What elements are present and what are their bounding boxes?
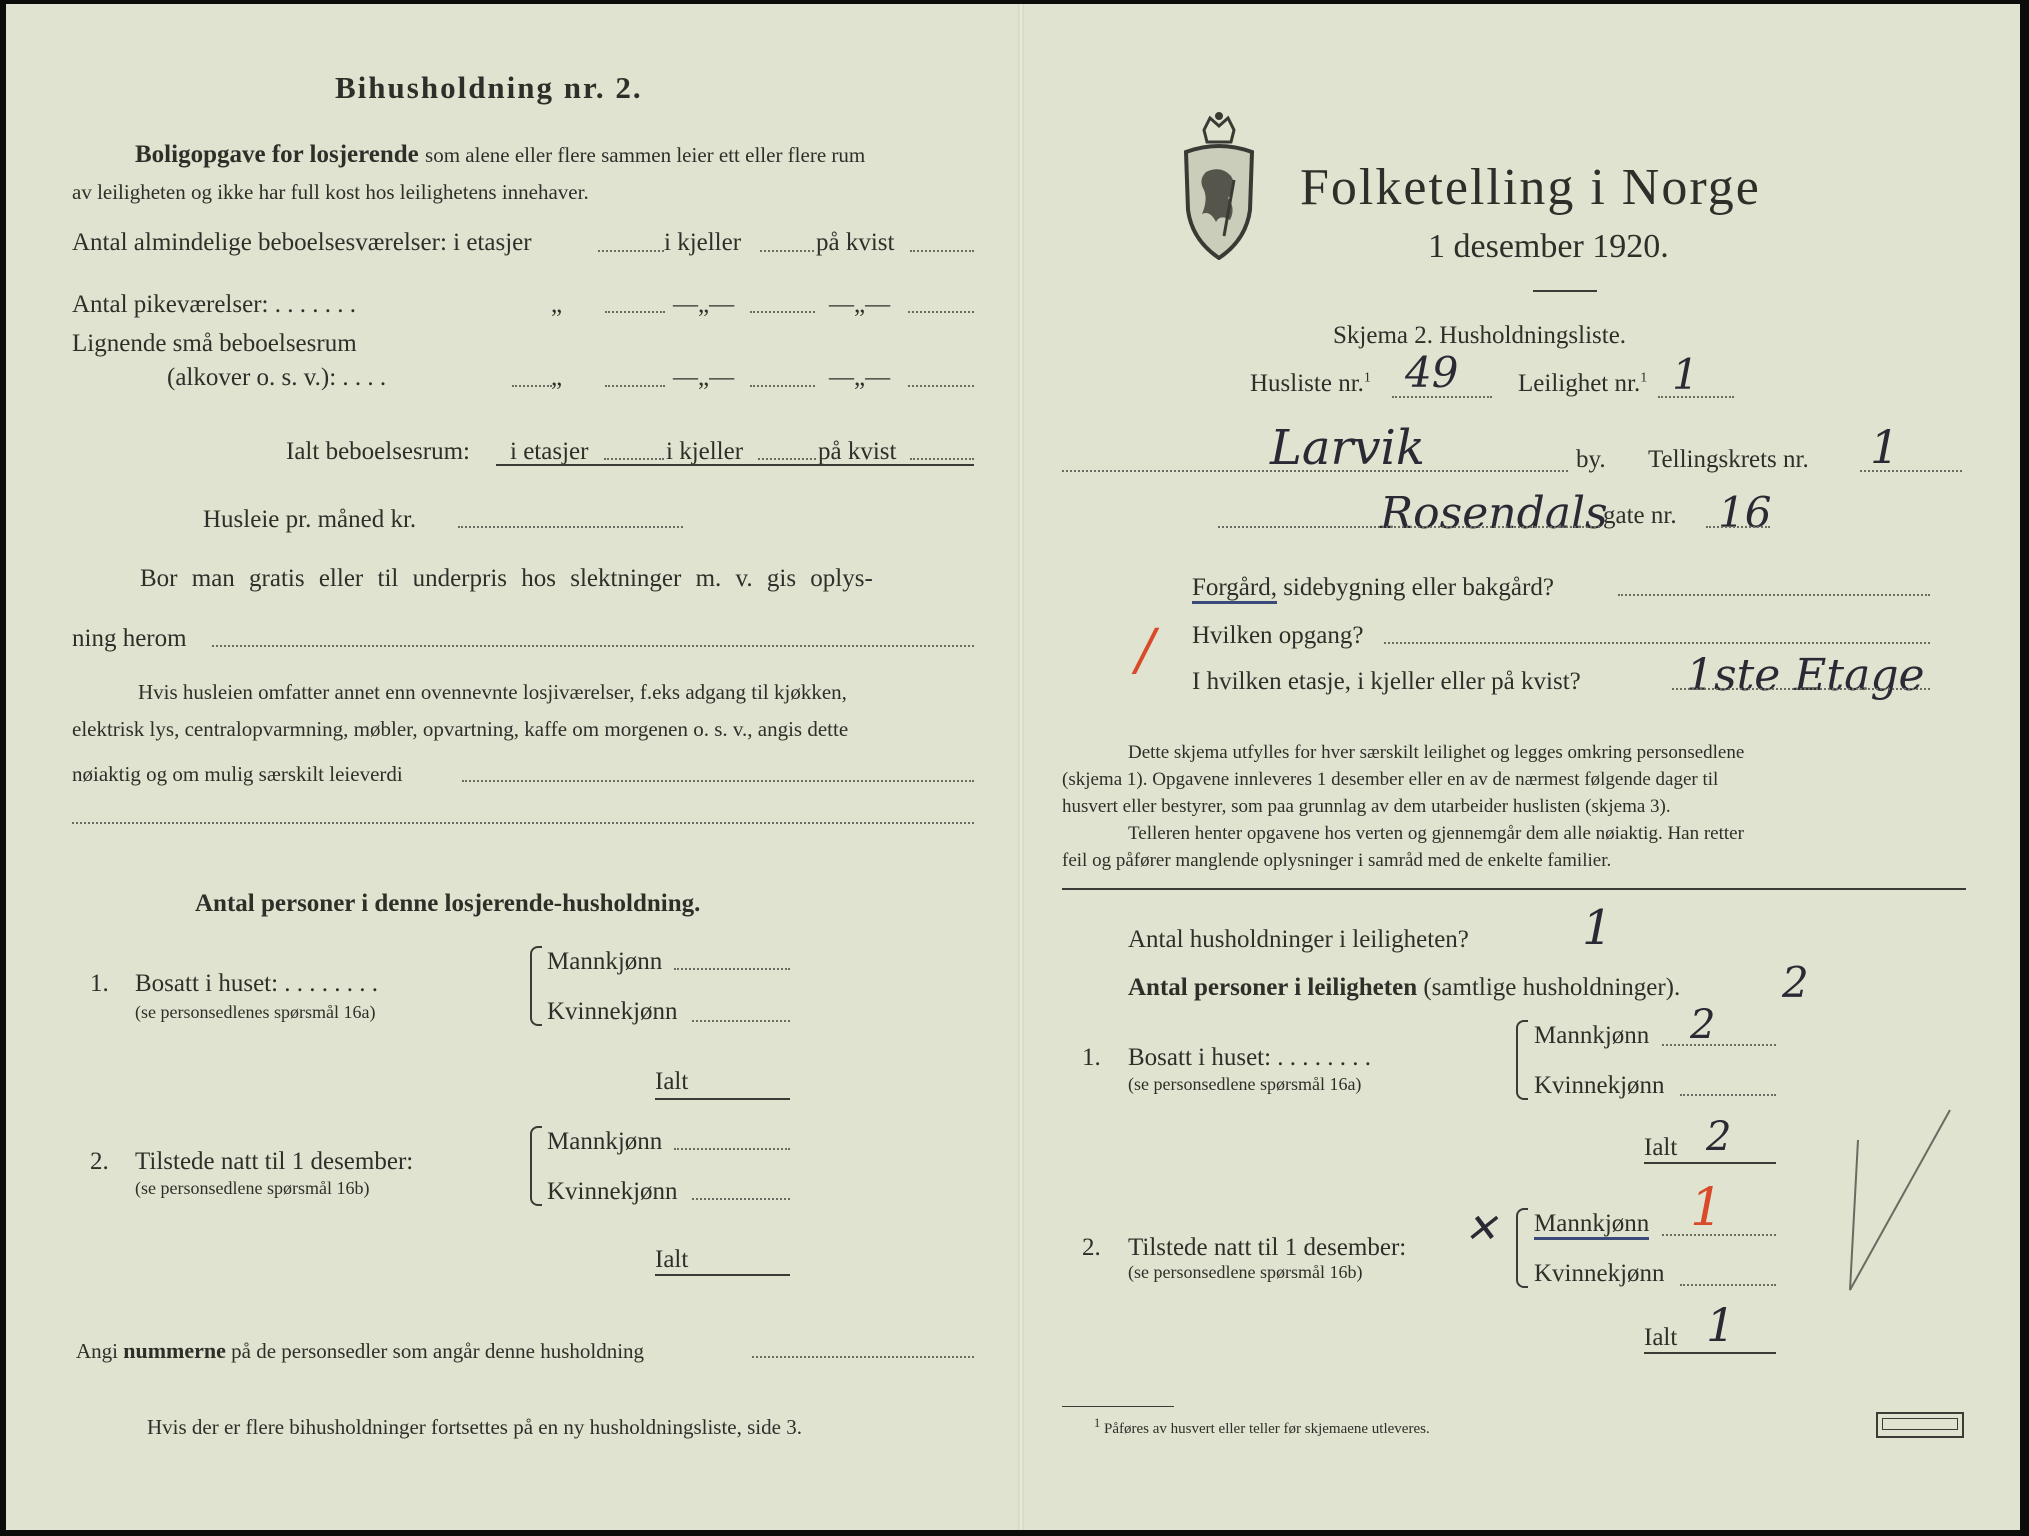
q1-brace <box>530 946 542 1026</box>
r-q1-female-line <box>1680 1094 1776 1096</box>
r-q2-mark: ✕ <box>1464 1206 1498 1252</box>
r-q1-male-value: 2 <box>1690 1002 1716 1048</box>
persons-value: 2 <box>1782 958 1809 1007</box>
info-1: Dette skjema utfylles for hver særskilt leilighet og legges omkring personsedlene <box>1128 742 1745 763</box>
husliste-value: 49 <box>1405 348 1459 397</box>
numbers-line-dots <box>752 1356 974 1358</box>
small-ditto-1: „ <box>551 364 563 391</box>
persons-rest: (samtlige husholdninger). <box>1423 974 1681 1001</box>
r-q1-female-label: Kvinnekjønn <box>1534 1072 1665 1099</box>
husliste-text: Husliste nr. <box>1250 370 1364 397</box>
date-divider <box>1533 290 1597 292</box>
numbers-pre: Angi <box>76 1339 118 1363</box>
info-5: feil og påfører manglende oplysninger i samråd med de enkelte familier. <box>1062 850 1612 871</box>
rooms-kvist-line <box>910 250 974 252</box>
q2-brace <box>530 1126 542 1206</box>
numbers-bold: nummerne <box>123 1338 226 1363</box>
q1-sub: (se personsedlenes spørsmål 16a) <box>135 1002 376 1022</box>
r-q1-num: 1. <box>1082 1044 1101 1071</box>
pike-ditto-2: —„— <box>673 291 735 318</box>
r-q2-male-text: Mannkjønn <box>1534 1210 1649 1240</box>
q2-male-line <box>674 1148 790 1150</box>
q2-total-label: Ialt <box>655 1246 689 1273</box>
numbers-line <box>76 1338 644 1364</box>
krets-label: Tellingskrets nr. <box>1648 446 1809 473</box>
info-divider <box>1062 888 1966 890</box>
q2-female-label: Kvinnekjønn <box>547 1178 678 1205</box>
rooms-kjeller: i kjeller <box>664 229 742 256</box>
q1-total-label: Ialt <box>655 1068 689 1095</box>
numbers-post: på de personsedler som angår denne husholdning <box>231 1339 645 1363</box>
leilighet-text: Leilighet nr. <box>1518 370 1641 397</box>
intro-rest: som alene eller flere sammen leier ett eller flere rum <box>425 143 866 167</box>
q2-num: 2. <box>90 1148 109 1175</box>
krets-value: 1 <box>1870 420 1900 474</box>
total-rooms-kjeller: i kjeller <box>666 438 744 465</box>
street-value: Rosendals <box>1380 488 1608 539</box>
page-fold <box>1018 4 1024 1530</box>
r-q1-brace <box>1516 1020 1528 1100</box>
small-line-1 <box>605 385 665 387</box>
r-q2-male-value: 1 <box>1690 1178 1724 1238</box>
extra-line-1: Hvis husleien omfatter annet enn ovennevnte losjiværelser, f.eks adgang til kjøkken, <box>138 680 847 704</box>
small-line-2 <box>750 385 815 387</box>
total-rooms-line-3 <box>910 458 974 460</box>
census-date: 1 desember 1920. <box>1428 228 1669 265</box>
printer-stamp-icon <box>1876 1412 1964 1438</box>
pike-label: Antal pikeværelser: . . . . . . . <box>72 291 356 318</box>
r-q1-male-label: Mannkjønn <box>1534 1022 1650 1049</box>
intro-line-1 <box>135 141 865 169</box>
r-q1-total-value: 2 <box>1706 1114 1732 1160</box>
coat-of-arms-icon <box>1176 110 1262 260</box>
city-value: Larvik <box>1270 420 1425 476</box>
forgard-line <box>1192 574 1554 602</box>
r-q1-total-line <box>1644 1162 1776 1164</box>
q1-male-line <box>674 968 790 970</box>
r-q2-total-value: 1 <box>1706 1298 1736 1352</box>
persons-heading: Antal personer i denne losjerende-husholdning. <box>195 890 701 917</box>
forgard-rest: sidebygning eller bakgård? <box>1283 574 1554 601</box>
gate-label: gate nr. <box>1603 502 1677 529</box>
leilighet-line <box>1658 396 1734 398</box>
by-label: by. <box>1576 446 1606 473</box>
small-rooms-label-1: Lignende små beboelsesrum <box>72 330 357 357</box>
extra-line-2: elektrisk lys, centralopvarmning, møbler, opvartning, kaffe om morgenen o. s. v., angis dette <box>72 717 849 741</box>
q1-female-line <box>692 1020 790 1022</box>
r-q2-total-line <box>1644 1352 1776 1354</box>
pike-line-3 <box>908 311 974 313</box>
r-q2-num: 2. <box>1082 1234 1101 1261</box>
r-q1-male-line <box>1662 1044 1776 1046</box>
q1-female-label: Kvinnekjønn <box>547 998 678 1025</box>
intro-bold: Boligopgave for losjerende <box>135 141 419 168</box>
rooms-kjeller-line <box>760 250 814 252</box>
extra-line <box>462 780 974 782</box>
small-ditto-3: —„— <box>829 364 891 391</box>
extra-line-3: nøiaktig og om mulig særskilt leieverdi <box>72 762 403 786</box>
forgard-dots <box>1618 594 1930 596</box>
gate-line <box>1706 526 1770 528</box>
extra-line-b <box>72 822 974 824</box>
city-line <box>1062 470 1568 472</box>
r-q2-male-label <box>1534 1210 1649 1238</box>
free-line <box>212 645 974 647</box>
pencil-checkmark-icon <box>1840 1100 1960 1305</box>
small-ditto-2: —„— <box>673 364 735 391</box>
q2-label: Tilstede natt til 1 desember: <box>135 1148 414 1175</box>
persons-line <box>1128 974 1680 1002</box>
r-q2-female-label: Kvinnekjønn <box>1534 1260 1665 1287</box>
rooms-kvist: på kvist <box>816 229 895 256</box>
total-rooms-kvist: på kvist <box>818 438 897 465</box>
pike-line-1 <box>605 311 665 313</box>
q1-total-line <box>655 1098 790 1100</box>
info-3: husvert eller bestyrer, som paa grunnlag av dem utarbeider huslisten (skjema 3). <box>1062 796 1671 817</box>
r-q2-total-label: Ialt <box>1644 1324 1678 1351</box>
q1-male-label: Mannkjønn <box>547 948 663 975</box>
footnote-rule <box>1062 1406 1174 1407</box>
pike-ditto-1: „ <box>551 291 563 318</box>
right-title: Folketelling i Norge <box>1300 159 1761 216</box>
info-4: Telleren henter opgavene hos verten og gjennemgår dem alle nøiaktig. Han retter <box>1128 823 1744 844</box>
q2-total-line <box>655 1274 790 1276</box>
free-line-2: ning herom <box>72 625 187 652</box>
etasje-value: 1ste Etage <box>1686 650 1925 701</box>
etasje-line <box>1672 688 1930 690</box>
r-q2-female-line <box>1680 1284 1776 1286</box>
r-q2-male-line <box>1662 1234 1776 1236</box>
r-q2-brace <box>1516 1208 1528 1288</box>
street-line <box>1218 526 1600 528</box>
footnote-text: Påføres av husvert eller teller før skjemaene utleveres. <box>1104 1421 1430 1437</box>
q2-sub: (se personsedlene spørsmål 16b) <box>135 1178 370 1198</box>
margin-mark: / <box>1136 618 1155 683</box>
q1-num: 1. <box>90 970 109 997</box>
r-q2-sub: (se personsedlene spørsmål 16b) <box>1128 1262 1363 1282</box>
rooms-etasjer-line <box>598 250 664 252</box>
footnote-mark: 1 <box>1094 1416 1101 1430</box>
pike-ditto-3: —„— <box>829 291 891 318</box>
leilighet-footmark: 1 <box>1640 370 1648 386</box>
small-rooms-label-2: (alkover o. s. v.): . . . . <box>167 364 387 391</box>
total-rooms-label: Ialt beboelsesrum: <box>286 438 470 465</box>
small-line-0 <box>512 385 552 387</box>
forgard-underlined: Forgård, <box>1192 574 1277 604</box>
schema-label: Skjema 2. Husholdningsliste. <box>1333 322 1627 349</box>
total-rooms-line-1 <box>604 458 664 460</box>
total-rooms-etasjer: i etasjer <box>510 438 589 465</box>
info-2: (skjema 1). Opgavene innleveres 1 desember eller en av de nærmest følgende dager til <box>1062 769 1719 790</box>
etasje-label: I hvilken etasje, i kjeller eller på kvist? <box>1192 668 1581 695</box>
gate-value: 16 <box>1718 488 1772 537</box>
rooms-label: Antal almindelige beboelsesværelser: i etasjer <box>72 229 532 256</box>
hush-label: Antal husholdninger i leiligheten? <box>1128 926 1469 953</box>
persons-bold: Antal personer i leiligheten <box>1128 974 1418 1001</box>
q2-female-line <box>692 1198 790 1200</box>
opgang-label: Hvilken opgang? <box>1192 622 1364 649</box>
husliste-line <box>1392 396 1492 398</box>
q2-male-label: Mannkjønn <box>547 1128 663 1155</box>
opgang-line <box>1384 642 1930 644</box>
small-line-3 <box>908 385 974 387</box>
rent-label: Husleie pr. måned kr. <box>203 506 417 533</box>
r-q1-label: Bosatt i huset: . . . . . . . . <box>1128 1044 1372 1071</box>
continue-note: Hvis der er flere bihusholdninger fortsettes på en ny husholdningsliste, side 3. <box>147 1415 802 1439</box>
total-rooms-underline <box>496 464 974 466</box>
krets-line <box>1860 470 1962 472</box>
left-title: Bihusholdning nr. 2. <box>335 70 643 105</box>
free-line-1: Bor man gratis eller til underpris hos slektninger m. v. gis oplys- <box>140 565 873 592</box>
rent-line <box>458 526 683 528</box>
husliste-label <box>1250 370 1371 398</box>
r-q1-total-label: Ialt <box>1644 1134 1678 1161</box>
leilighet-label <box>1518 370 1647 398</box>
intro-line-2: av leiligheten og ikke har full kost hos leilighetens innehaver. <box>72 180 589 204</box>
r-q1-sub: (se personsedlene spørsmål 16a) <box>1128 1074 1362 1094</box>
pike-line-2 <box>750 311 815 313</box>
leilighet-value: 1 <box>1672 350 1699 399</box>
r-q2-label: Tilstede natt til 1 desember: <box>1128 1234 1407 1261</box>
total-rooms-line-2 <box>758 458 816 460</box>
q1-label: Bosatt i huset: . . . . . . . . <box>135 970 379 997</box>
hush-value: 1 <box>1582 900 1613 956</box>
footnote-line <box>1094 1416 1430 1438</box>
husliste-footmark: 1 <box>1363 370 1371 386</box>
